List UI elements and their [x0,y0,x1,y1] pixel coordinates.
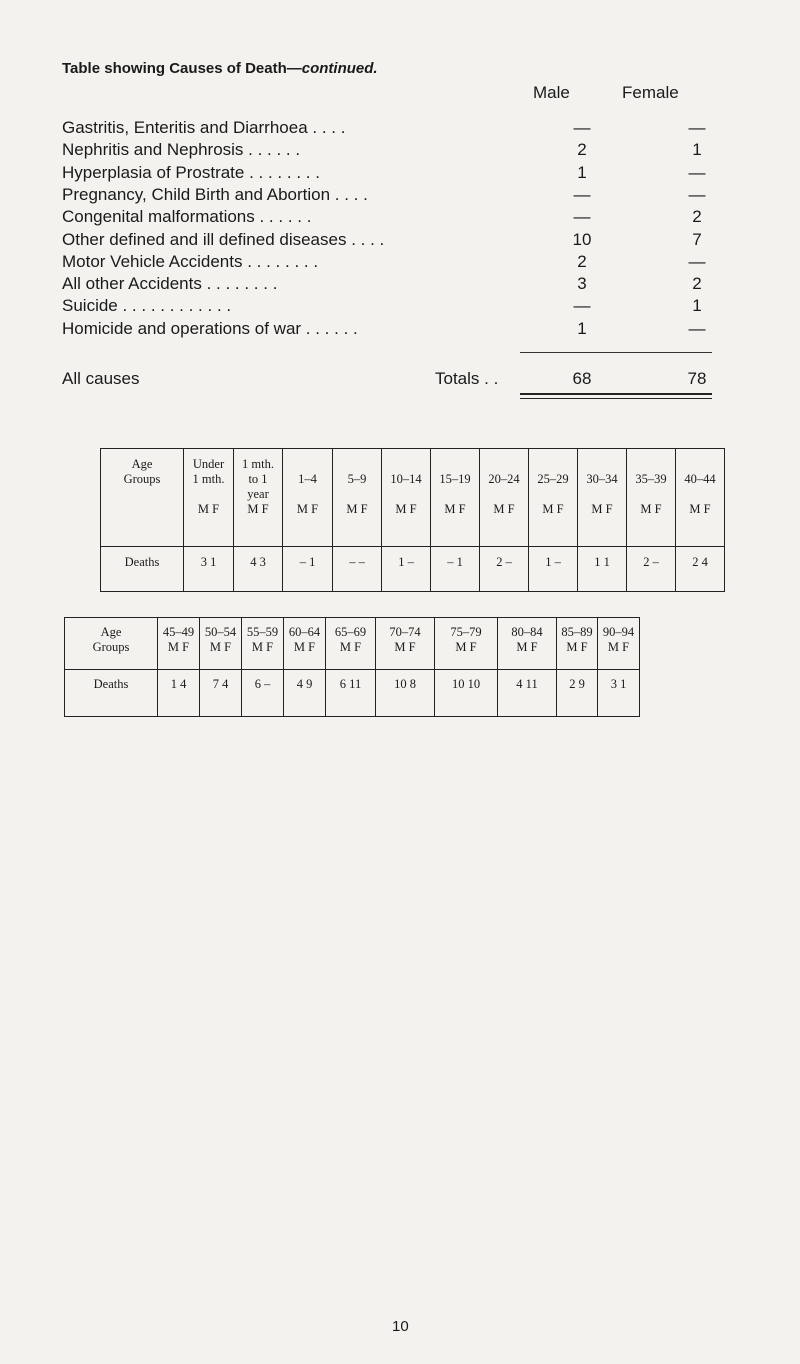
cause-label: Hyperplasia of Prostrate . . . . . . . . [62,162,320,182]
deaths-value: 2 4 [676,547,725,592]
age-group-header [326,618,376,670]
sex-columns-label: M F [689,502,711,516]
age-group-range-line: 10–14 [390,472,422,486]
age-group-header [598,618,640,670]
age-group-range-line [578,487,626,502]
cause-label: Homicide and operations of war . . . . . . [62,318,358,338]
sex-columns-label: M F [493,502,515,516]
age-groups-label [65,618,158,670]
age-group-range: 85–89 [561,625,593,639]
deaths-value: – – [333,547,382,592]
deaths-value: 2 – [627,547,676,592]
female-count: — [688,318,706,338]
age-group-range-line [676,457,724,472]
female-count: 1 [692,140,702,160]
cause-row [62,318,712,340]
age-group-range-line [382,457,430,472]
sex-columns-label: M F [209,640,232,654]
male-count: 2 [577,251,587,271]
deaths-value: 6 – [242,670,284,717]
age-group-range: 65–69 [334,625,367,639]
title-main: Table showing Causes of Death— [62,60,302,77]
age-group-header [431,449,480,547]
female-count: — [688,118,706,137]
deaths-value: – 1 [283,547,333,592]
male-count: — [573,207,591,227]
age-label: Age [131,457,153,471]
all-causes-label: All causes [62,369,140,388]
age-group-header [284,618,326,670]
female-count: — [688,162,706,182]
sex-columns-label: M F [566,640,588,654]
deaths-value: 4 3 [234,547,283,592]
age-group-range-line: Under [192,457,225,471]
age-group-range: 90–94 [602,625,635,639]
deaths-value: 7 4 [200,670,242,717]
age-group-header [333,449,382,547]
male-count: 3 [577,274,587,294]
age-group-header [529,449,578,547]
sex-columns-label: M F [247,502,269,516]
deaths-value: 10 10 [435,670,498,717]
cause-label: All other Accidents . . . . . . . . [62,274,278,294]
age-group-range-line [333,457,381,472]
deaths-value: 6 11 [326,670,376,717]
male-count: — [573,296,591,316]
age-group-range-line [431,457,479,472]
age-group-header [234,449,283,547]
age-label: Age [100,625,122,639]
female-count: 1 [692,296,702,316]
sex-columns-label: M F [591,502,613,516]
sex-columns-label: M F [640,502,662,516]
sex-columns-label: M F [346,502,368,516]
deaths-label: Deaths [65,670,158,717]
sex-columns-label: M F [339,640,362,654]
age-group-range: 80–84 [511,625,543,639]
age-group-header [557,618,598,670]
female-count: 7 [692,229,702,249]
male-count: 1 [577,318,587,338]
totals-label: Totals . . [435,369,499,388]
cause-row [62,184,712,206]
age-group-range: 60–64 [288,625,321,639]
age-group-header [184,449,234,547]
sex-columns-label: M F [167,640,190,654]
total-female: 78 [687,369,707,388]
female-count: — [688,184,706,204]
age-group-header [158,618,200,670]
age-group-range-line: 35–39 [635,472,667,486]
age-group-header [382,449,431,547]
female-count: 2 [692,207,702,227]
age-group-header [376,618,435,670]
total-male: 68 [572,369,592,388]
cause-row [62,162,712,184]
deaths-row [101,547,725,592]
age-groups-table-2 [64,617,640,717]
sex-columns-label: M F [197,502,220,516]
cause-row [62,206,712,228]
age-group-range-line: 1 mth. [242,457,274,471]
page-number: 10 [392,1318,409,1335]
age-group-range-line: year [247,487,269,501]
age-group-range-line [627,487,675,502]
age-group-range: 70–74 [389,625,421,639]
age-group-header [480,449,529,547]
age-group-range-line [333,487,381,502]
age-group-range-line [480,487,528,502]
age-group-header [242,618,284,670]
deaths-value: 4 11 [498,670,557,717]
table-title [62,60,378,77]
sex-columns-label: M F [516,640,538,654]
male-count: — [573,118,591,137]
deaths-value: 2 – [480,547,529,592]
cause-row [62,117,712,139]
age-group-range-line: to 1 [248,472,268,486]
deaths-value: 10 8 [376,670,435,717]
deaths-value: 4 9 [284,670,326,717]
deaths-row [65,670,640,717]
age-group-range: 55–59 [246,625,279,639]
cause-label: Pregnancy, Child Birth and Abortion . . . . [62,184,368,204]
age-group-header [283,449,333,547]
age-group-range-line: 1 mth. [192,472,225,486]
cause-label: Congenital malformations . . . . . . [62,207,312,227]
deaths-value: 2 9 [557,670,598,717]
sex-columns-label: M F [607,640,630,654]
sex-columns-label: M F [395,502,417,516]
age-group-header [676,449,725,547]
age-group-header [200,618,242,670]
sex-columns-label: M F [542,502,564,516]
deaths-value: – 1 [431,547,480,592]
deaths-label: Deaths [101,547,184,592]
cause-label: Nephritis and Nephrosis . . . . . . [62,140,301,160]
age-group-header [435,618,498,670]
age-group-range-line [529,457,577,472]
deaths-value: 3 1 [184,547,234,592]
cause-label: Other defined and ill defined diseases . . . . [62,229,385,249]
age-group-range: 45–49 [162,625,195,639]
male-column-header: Male [533,83,570,102]
cause-label: Suicide . . . . . . . . . . . . [62,296,232,316]
age-group-range-line [627,457,675,472]
age-group-range-line [382,487,430,502]
age-group-range-line [283,487,332,502]
sex-columns-label: M F [296,502,319,516]
age-group-header [498,618,557,670]
age-groups-header-row [65,618,640,670]
sex-columns-label: M F [251,640,274,654]
sex-columns-label: M F [394,640,416,654]
age-group-range-line [184,487,233,502]
groups-label: Groups [92,640,130,654]
female-count: — [688,251,706,271]
age-group-range-line: 20–24 [488,472,520,486]
cause-label: Motor Vehicle Accidents . . . . . . . . [62,251,319,271]
cause-row [62,139,712,161]
cause-row [62,273,712,295]
title-suffix: continued. [301,60,378,77]
age-group-range: 50–54 [204,625,237,639]
deaths-value: 3 1 [598,670,640,717]
cause-row [62,251,712,273]
totals-rule [520,352,712,353]
deaths-value: 1 1 [578,547,627,592]
male-count: 1 [577,162,587,182]
age-group-range: 75–79 [450,625,482,639]
sex-columns-label: M F [455,640,477,654]
age-group-range-line [431,487,479,502]
age-group-range-line [480,457,528,472]
female-count: 2 [692,274,702,294]
age-group-range-line: 1–4 [298,472,317,486]
cause-label: Gastritis, Enteritis and Diarrhoea . . . . [62,118,346,137]
age-groups-label [101,449,184,547]
age-group-header [578,449,627,547]
male-count: — [573,184,591,204]
deaths-value: 1 – [529,547,578,592]
deaths-value: 1 – [382,547,431,592]
age-groups-header-row [101,449,725,547]
age-group-range-line [578,457,626,472]
cause-row [62,229,712,251]
deaths-value: 1 4 [158,670,200,717]
age-group-range-line: 5–9 [347,472,367,486]
male-count: 10 [572,229,592,249]
groups-label: Groups [123,472,161,486]
age-group-range-line: 30–34 [586,472,618,486]
age-group-range-line: 15–19 [439,472,471,486]
sex-columns-label: M F [444,502,466,516]
age-group-range-line: 40–44 [684,472,716,486]
age-group-range-line [283,457,332,472]
age-group-range-line: 25–29 [537,472,569,486]
cause-row [62,295,712,317]
age-groups-table-1 [100,448,725,592]
age-group-header [627,449,676,547]
totals-double-rule [520,393,712,399]
sex-columns-label: M F [293,640,316,654]
male-count: 2 [577,140,587,160]
age-group-range-line [529,487,577,502]
age-group-range-line [676,487,724,502]
female-column-header: Female [622,83,679,102]
